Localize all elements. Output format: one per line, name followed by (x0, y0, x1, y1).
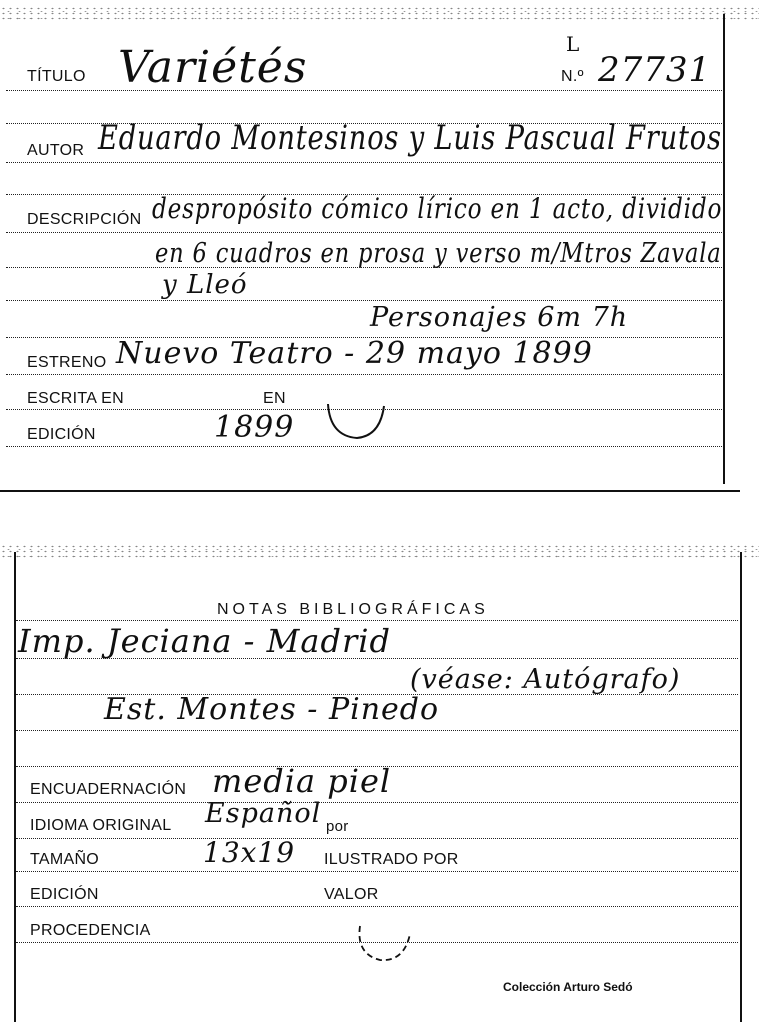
encuadernacion-value: media piel (212, 762, 392, 800)
card-bottom-speckle (0, 544, 759, 560)
notes-edicion-label: EDICIÓN (30, 886, 99, 903)
edicion-label: EDICIÓN (27, 426, 96, 443)
idioma-rule (16, 838, 738, 839)
personajes-note: Personajes 6m 7h (370, 302, 629, 333)
estreno-rule (6, 374, 722, 375)
notes-edicion-rule (16, 906, 738, 907)
rule-5 (16, 694, 738, 695)
establecimiento-value: Est. Montes - Pinedo (104, 692, 440, 727)
punch-hole-mark (322, 396, 392, 446)
numero-label: N.º (561, 68, 584, 85)
descripcion-rule-3 (6, 300, 722, 301)
descripcion-line-1: despropósito cómico lírico en 1 acto, dividido (152, 192, 723, 225)
titulo-label: TÍTULO (27, 68, 86, 85)
en-label: EN (263, 390, 286, 407)
descripcion-rule-1 (6, 232, 722, 233)
idioma-label: IDIOMA ORIGINAL (30, 817, 172, 834)
autografo-note: (véase: Autógrafo) (410, 664, 681, 695)
ilustrado-label: ILUSTRADO POR (324, 851, 459, 868)
autor-value: Eduardo Montesinos y Luis Pascual Frutos (98, 118, 722, 158)
encuadernacion-rule (16, 802, 738, 803)
estreno-label: ESTRENO (27, 354, 107, 371)
card-top-right-edge (723, 14, 725, 484)
notas-rule (16, 620, 738, 621)
card-bottom-right-edge (740, 552, 742, 1022)
edicion-value: 1899 (214, 410, 295, 445)
rule-6 (16, 730, 738, 731)
encuadernacion-label: ENCUADERNACIÓN (30, 781, 187, 798)
catalog-card-top (0, 0, 759, 495)
titulo-value: Variétés (118, 42, 308, 93)
notes-card (0, 540, 759, 1028)
autor-rule (6, 162, 722, 163)
imprenta-rule (16, 658, 738, 659)
collection-label: Colección Arturo Sedó (503, 980, 633, 994)
tamano-label: TAMAÑO (30, 851, 100, 868)
estreno-value: Nuevo Teatro - 29 mayo 1899 (116, 336, 593, 371)
numero-value: 27731 (598, 50, 712, 90)
tamano-value: 13x19 (203, 836, 296, 869)
valor-label: VALOR (324, 886, 379, 903)
descripcion-rule-2 (6, 267, 722, 268)
numero-mark: L (566, 32, 581, 56)
titulo-rule (6, 90, 722, 91)
imprenta-value: Imp. Jeciana - Madrid (18, 622, 391, 660)
autor-label: AUTOR (27, 142, 85, 159)
descripcion-line-2: en 6 cuadros en prosa y verso m/Mtros Zavala (155, 238, 722, 269)
tamano-rule (16, 871, 738, 872)
card-bottom-left-edge (14, 552, 16, 1022)
por-label: por (326, 818, 349, 835)
punch-hole-mark-bottom (350, 920, 420, 970)
card-top-bottom-edge (0, 490, 740, 492)
escrita-en-label: ESCRITA EN (27, 390, 124, 407)
procedencia-label: PROCEDENCIA (30, 922, 151, 939)
notas-heading: NOTAS BIBLIOGRÁFICAS (217, 601, 489, 618)
descripcion-line-3: y Lleó (162, 270, 248, 300)
card-top-speckle (0, 6, 759, 22)
idioma-value: Español (205, 798, 322, 829)
descripcion-label: DESCRIPCIÓN (27, 211, 142, 228)
edicion-rule (6, 446, 722, 447)
